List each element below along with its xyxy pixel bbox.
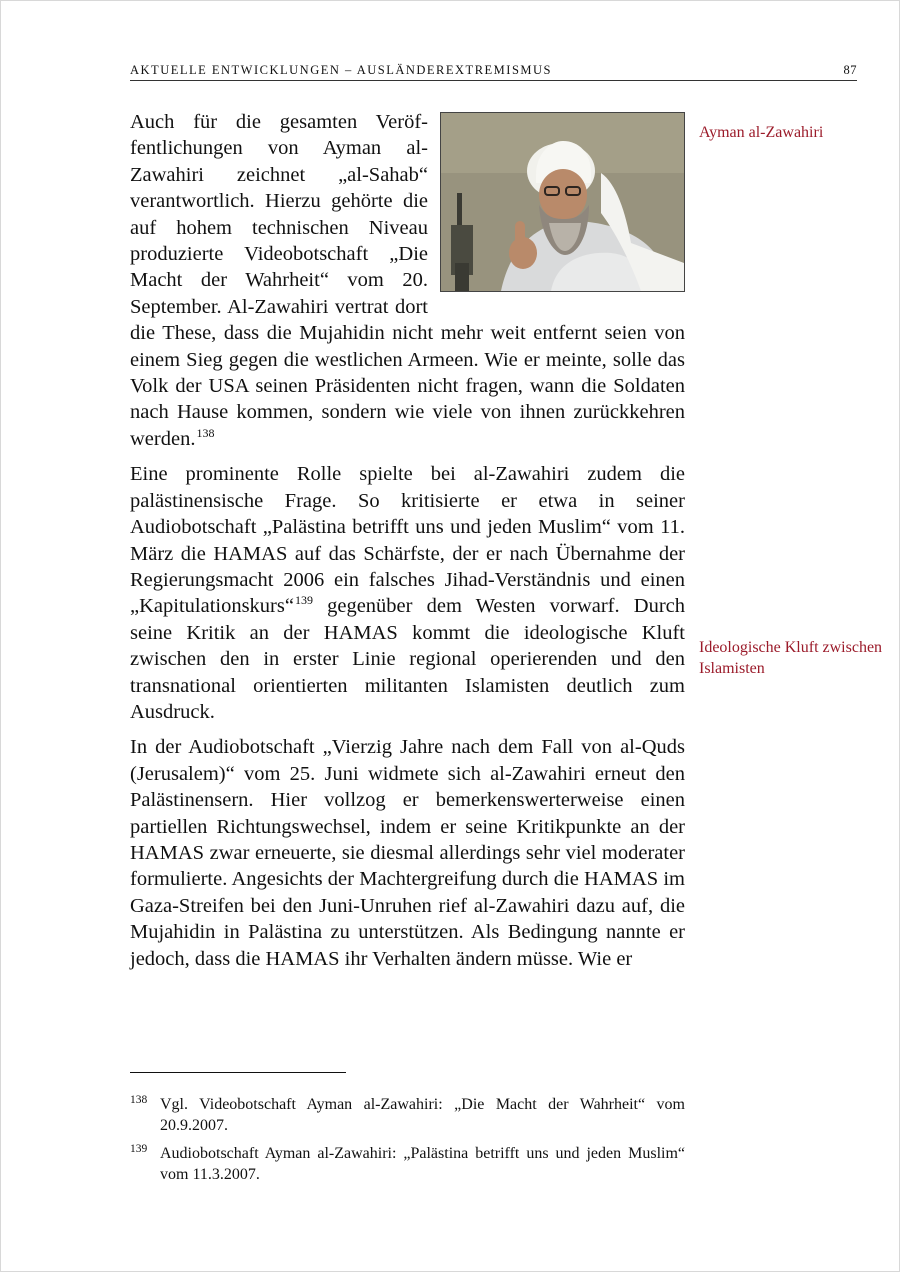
footnote-138 — [130, 1094, 685, 1136]
margin-note-zawahiri: Ayman al-Zawahiri — [699, 124, 824, 141]
page-number: 87 — [843, 63, 857, 77]
main-text — [130, 109, 685, 981]
running-header — [130, 62, 857, 81]
margin-note-ideologische-kluft: Ideologische Kluft zwischen Islamisten — [699, 639, 883, 677]
paragraph-1: Auch für die gesamten Veröffentlichungen von Ayman al-Zawahiri zeichnet „al-Sahab“ verantwortlich. Hierzu gehörte die auf hohem technischen Niveau produzierte Videobotschaft „Die Macht der Wahrheit“ vom 20. September. Al-Zawahiri vertrat dort die These, dass die Mujahidin nicht mehr weit entfernt seien von einem Sieg gegen die westlichen Armeen. Wie er meinte, solle das Volk der USA seinen Präsidenten nicht fragen, wann die Soldaten nach Hause kommen, sondern wie viele von ihnen zurückkehren werden. — [130, 111, 685, 450]
footnote-separator — [130, 1072, 346, 1073]
footnote-text: Audiobotschaft Ayman al-Zawahiri: „Palästina betrifft uns und jeden Muslim“ vom 11.3.2007. — [160, 1145, 685, 1183]
footnote-text: Vgl. Videobotschaft Ayman al-Zawahiri: „Die Macht der Wahrheit“ vom 20.9.2007. — [160, 1096, 685, 1134]
portrait-illustration — [441, 113, 684, 291]
footnote-number: 138 — [130, 1094, 148, 1106]
running-title: AKTUELLE ENTWICKLUNGEN – AUSLÄNDEREXTREMISMUS — [130, 63, 552, 77]
paragraph-2a: Eine prominente Rolle spielte bei al-Zawahiri zudem die palästinensische Frage. So kritisierte er etwa in seiner Audiobotschaft „Palästina betrifft uns und jeden Muslim“ vom 11. März die HAMAS auf das Schärfste, der er nach Übernahme der Regierungsmacht 2006 ein falsches Jihad-Verständnis und einen „Kapitulationskurs“ — [130, 463, 685, 618]
paragraph-3: In der Audiobotschaft „Vierzig Jahre nach dem Fall von al-Quds (Jerusalem)“ vom 25. Juni widmete sich al-Zawahiri erneut den Palästinensern. Hier vollzog er bemerkenswerterweise einen partiellen Richtungswechsel, indem er seine Kritikpunkte an der HAMAS zwar erneuerte, sie diesmal allerdings sehr viel moderater formulierte. Angesichts der Machtergreifung durch die HAMAS im Gaza-Streifen bei den Juni-Unruhen rief al-Zawahiri dazu auf, die Mujahidin in Palästina zu unterstützen. Als Bedingung nannte er jedoch, dass die HAMAS ihr Verhalten ändern müsse. Wie er — [130, 736, 685, 970]
footnote-number: 139 — [130, 1143, 148, 1155]
footnote-139 — [130, 1143, 685, 1185]
paragraph-2b: gegenüber dem Westen vorwarf. Durch seine Kritik an der HAMAS kommt die ideologische Kluft zwischen den in erster Linie regional operierenden und den transnational orientierten militanten Islamisten deutlich zum Ausdruck. — [130, 595, 685, 723]
footnote-ref-139: 139 — [294, 593, 313, 608]
portrait-photo — [440, 112, 685, 292]
footnote-ref-138: 138 — [196, 426, 215, 441]
